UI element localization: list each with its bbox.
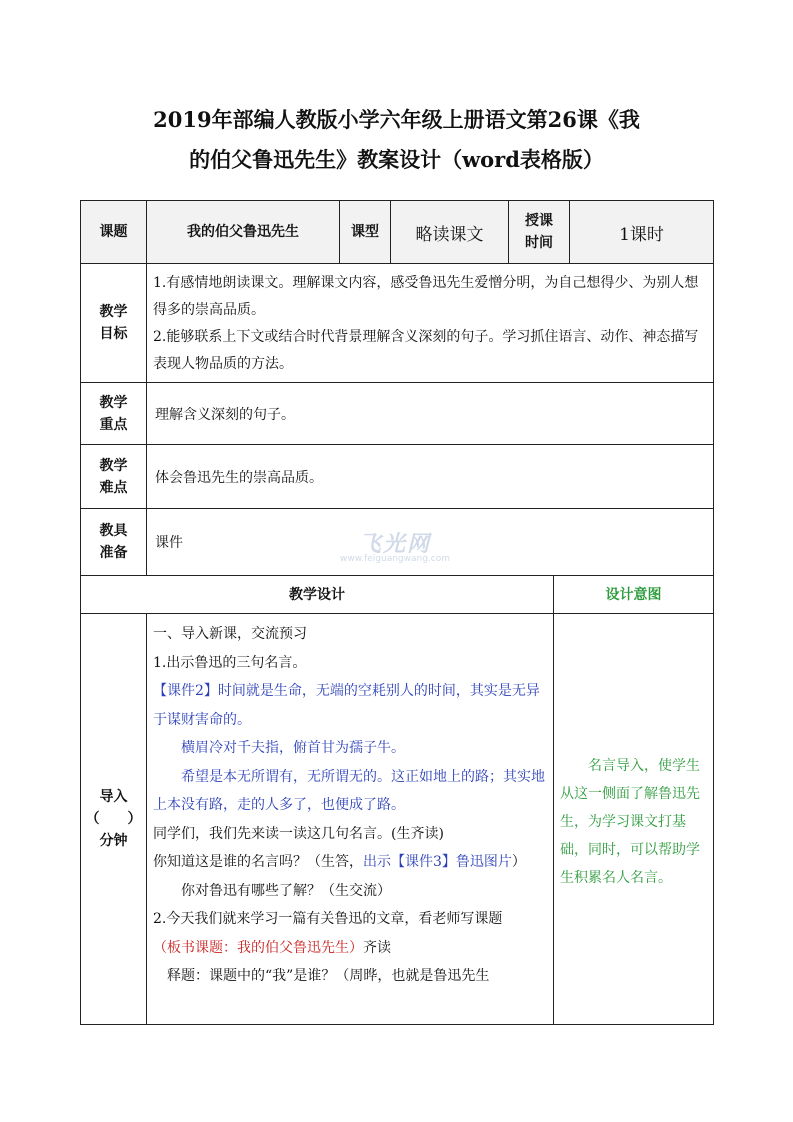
difficulty-label [80,444,147,509]
intro-label-line-1: 导入 [99,789,128,805]
intro-p1: 一、导入新课，交流预习 [153,626,307,642]
intro-p7-c: ） [511,854,526,870]
intro-p10 [153,934,548,963]
topic-label: 课题 [80,200,147,264]
difficulty-label-line-2: 难点 [99,479,128,496]
difficulty-label-line-1: 教学 [99,457,128,474]
intro-quote-3: 希望是本无所谓有，无所谓无的。这正如地上的路；其实地上本没有路，走的人多了，也便成了路。 [153,768,545,813]
type-value: 略读课文 [390,200,509,264]
key-value: 理解含义深刻的句子。 [146,382,714,445]
watermark-url: www.feiguangwang.com [339,554,451,564]
document-title [80,100,713,180]
key-label-line-1: 教学 [99,394,128,411]
key-label-line-2: 重点 [99,416,128,433]
intro-label-line-3: 分钟 [99,833,128,849]
title-line-2: 的伯父鲁迅先生》教案设计（word表格版） [189,147,604,172]
design-header: 教学设计 [80,575,554,614]
intro-label-line-2: （ ） [85,811,142,827]
intro-p7-b: 出示【课件3】鲁迅图片 [363,854,512,870]
goals-content [146,263,714,383]
watermark [330,527,460,564]
goals-label [80,263,147,383]
tools-label-line-1: 教具 [99,523,128,539]
tools-label [80,508,147,576]
topic-value: 我的伯父鲁迅先生 [146,200,340,264]
goals-label-line-1: 教学 [99,304,128,320]
goals-line-1: 1.有感情地朗读课文。理解课文内容，感受鲁迅先生爱憎分明，为自己想得少、为别人想得多的崇高品质。 [153,275,699,318]
intro-p10-b: 齐读 [363,939,391,956]
intro-quote-2: 横眉冷对千夫指，俯首甘为孺子牛。 [181,740,405,756]
intro-label [80,613,147,1025]
time-label-line-1: 授课 [525,213,553,229]
intro-intent: 名言导入，使学生从这一侧面了解鲁迅先生，为学习课文打基础，同时，可以帮助学生积累名人名言。 [553,613,714,1025]
tools-label-line-2: 准备 [99,545,128,561]
watermark-logo: 飞光网 [358,532,431,557]
intro-p6: 同学们，我们先来读一读这几句名言。(生齐读) [153,825,444,842]
title-line-1: 2019年部编人教版小学六年级上册语文第26课《我 [153,107,640,132]
intro-p7 [153,848,548,877]
difficulty-value: 体会鲁迅先生的崇高品质。 [146,444,714,509]
intro-p10-a: （板书课题：我的伯父鲁迅先生） [153,939,363,956]
goals-label-line-2: 目标 [99,326,128,342]
intro-p2: 1.出示鲁迅的三句名言。 [153,654,307,671]
intent-header: 设计意图 [553,575,714,614]
intro-p9: 2.今天我们就来学习一篇有关鲁迅的文章，看老师写课题 [153,911,503,927]
intro-p11: 释题：课题中的“我”是谁？（周晔，也就是鲁迅先生 [167,968,490,984]
time-value: 1课时 [569,200,714,264]
intro-content [146,613,554,1025]
tools-value: 课件 [146,508,714,576]
intro-p7-a: 你知道这是谁的名言吗？（生答， [153,854,363,870]
time-label [508,200,570,264]
type-label: 课型 [339,200,391,264]
time-label-line-2: 时间 [525,235,553,251]
key-label [80,382,147,445]
goals-line-2: 2.能够联系上下文或结合时代背景理解含义深刻的句子。学习抓住语言、动作、神态描写表现人物品质的方法。 [153,329,699,372]
intro-quote-1: 【课件2】时间就是生命，无端的空耗别人的时间，其实是无异于谋财害命的。 [153,683,540,728]
intro-p8: 你对鲁迅有哪些了解？（生交流） [181,882,391,899]
